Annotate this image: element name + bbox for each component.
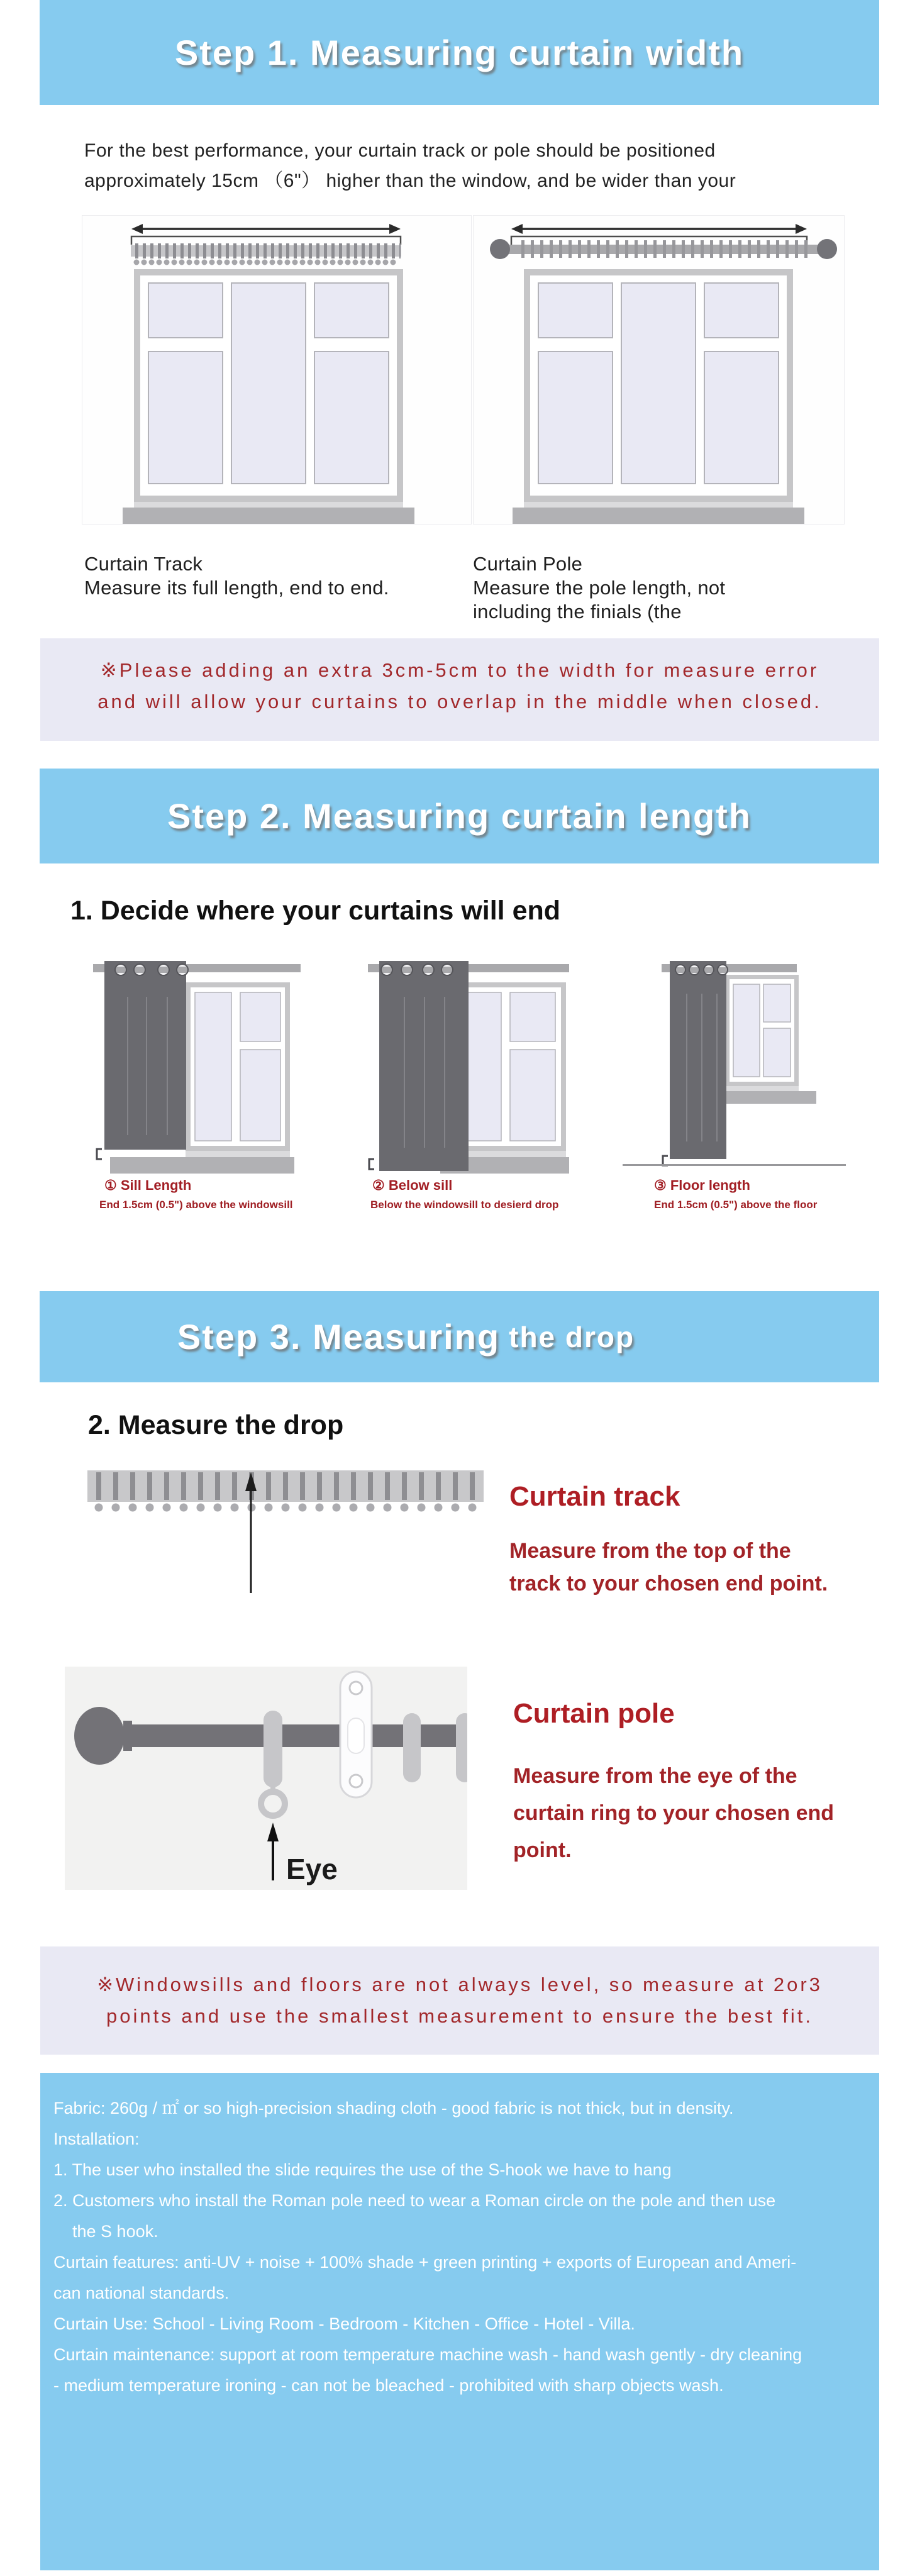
- below-sill-illustration: [368, 959, 569, 1179]
- pole-finial: [74, 1707, 125, 1765]
- curtain: [670, 961, 726, 1159]
- floor-line: [623, 1164, 846, 1166]
- option1-label: ① Sill Length: [104, 1177, 192, 1193]
- pole-window-illustration: [474, 216, 844, 524]
- floor-length-illustration: [648, 959, 855, 1179]
- curtain-ring: [456, 1713, 467, 1782]
- width-note-line2: and will allow your curtains to overlap in the middle when closed.: [97, 691, 822, 713]
- sill-length-illustration: [93, 959, 301, 1176]
- details-line: Fabric: 260g / ㎡ or so high-precision shading cloth - good fabric is not thick, but in density.: [53, 2099, 734, 2118]
- curtain: [104, 961, 186, 1150]
- pole-title: Curtain pole: [513, 1698, 675, 1729]
- details-line: - medium temperature ironing - can not be bleached - prohibited with sharp objects wash.: [53, 2376, 724, 2395]
- track-caption: [84, 552, 462, 600]
- pole-instructions: [513, 1758, 834, 1869]
- details-line: Curtain maintenance: support at room temperature machine wash - hand wash gently - dry cleaning: [53, 2345, 802, 2364]
- pole-instr-line1: Measure from the eye of the: [513, 1764, 797, 1788]
- curtain-ring: [403, 1713, 421, 1782]
- window-panes: [538, 283, 779, 484]
- arrow-right-icon: [389, 224, 401, 234]
- option1-desc: End 1.5cm (0.5") above the windowsill: [99, 1199, 293, 1211]
- option3-label: ③ Floor length: [654, 1177, 750, 1193]
- pole-caption-line2: including the finials (the: [473, 601, 682, 623]
- eye-ring: [261, 1792, 285, 1816]
- pole-caption-title: Curtain Pole: [473, 553, 583, 575]
- arrow-left-icon: [131, 224, 143, 234]
- step1-banner-title: Step 1. Measuring curtain width: [174, 33, 745, 72]
- pole-caption-line1: Measure the pole length, not: [473, 577, 726, 599]
- step3-banner-subtitle: the drop: [509, 1320, 635, 1353]
- pole-window-panel: [473, 215, 845, 525]
- step1-intro-line2: approximately 15cm （6"） higher than the window, and be wider than your: [84, 170, 736, 191]
- level-note-line1: ※Windowsills and floors are not always level, so measure at 2or3: [97, 1974, 823, 1996]
- curtain-pole-panel: [65, 1667, 467, 1890]
- details-line: can national standards.: [53, 2284, 230, 2302]
- option2-desc: Below the windowsill to desierd drop: [370, 1199, 559, 1211]
- track-instr-line2: track to your chosen end point.: [509, 1572, 828, 1596]
- curtain-ring: [264, 1711, 282, 1787]
- step1-intro: [84, 136, 883, 196]
- track-caption-line1: Measure its full length, end to end.: [84, 577, 389, 599]
- pole-instr-line2: curtain ring to your chosen end: [513, 1801, 835, 1825]
- details-line: the S hook.: [53, 2222, 158, 2241]
- pole-caption: [473, 552, 838, 624]
- step3-heading: 2. Measure the drop: [88, 1410, 344, 1440]
- up-arrow-icon: [267, 1823, 279, 1841]
- windowsill: [513, 508, 804, 524]
- width-note: [40, 638, 879, 741]
- width-note-line1: ※Please adding an extra 3cm-5cm to the width for measure error: [100, 659, 819, 681]
- step2-banner-title: Step 2. Measuring curtain length: [167, 796, 752, 836]
- track-instr-line1: Measure from the top of the: [509, 1539, 791, 1563]
- level-note: [40, 1946, 879, 2055]
- curtain-pole-diagram: [65, 1667, 467, 1890]
- windowsill: [123, 508, 414, 524]
- details-line: 1. The user who installed the slide requires the use of the S-hook we have to hang: [53, 2160, 672, 2179]
- pole-instr-line3: point.: [513, 1838, 572, 1862]
- step3-banner: [40, 1291, 879, 1382]
- eye-label: Eye: [286, 1853, 338, 1885]
- product-details-panel: [40, 2073, 879, 2570]
- step2-heading: 1. Decide where your curtains will end: [70, 896, 561, 926]
- track-window-illustration: [82, 216, 471, 524]
- curtain-track-diagram: [87, 1467, 484, 1599]
- track-caption-title: Curtain Track: [84, 553, 203, 575]
- details-line: Curtain Use: School - Living Room - Bedroom - Kitchen - Office - Hotel - Villa.: [53, 2314, 635, 2333]
- track-instructions: [509, 1535, 828, 1600]
- step2-banner: [40, 769, 879, 863]
- step3-banner-title: Step 3. Measuring: [177, 1317, 501, 1357]
- step1-banner: [40, 0, 879, 105]
- arrow-left-icon: [511, 224, 523, 234]
- details-line: Installation:: [53, 2129, 140, 2148]
- track-window-panel: [82, 215, 472, 525]
- details-line: 2. Customers who install the Roman pole need to wear a Roman circle on the pole and then use: [53, 2191, 776, 2210]
- details-line: Curtain features: anti-UV + noise + 100% shade + green printing + exports of European and Ameri-: [53, 2253, 797, 2272]
- finial-right: [817, 239, 837, 259]
- option3-desc: End 1.5cm (0.5") above the floor: [654, 1199, 818, 1211]
- window-panes: [148, 283, 389, 484]
- level-note-line2: points and use the smallest measurement to ensure the best fit.: [106, 2005, 813, 2027]
- arrow-right-icon: [796, 224, 807, 234]
- finial-left: [490, 239, 510, 259]
- option2-label: ② Below sill: [372, 1177, 453, 1193]
- step1-intro-line1: For the best performance, your curtain track or pole should be positioned: [84, 140, 716, 161]
- track-title: Curtain track: [509, 1481, 680, 1512]
